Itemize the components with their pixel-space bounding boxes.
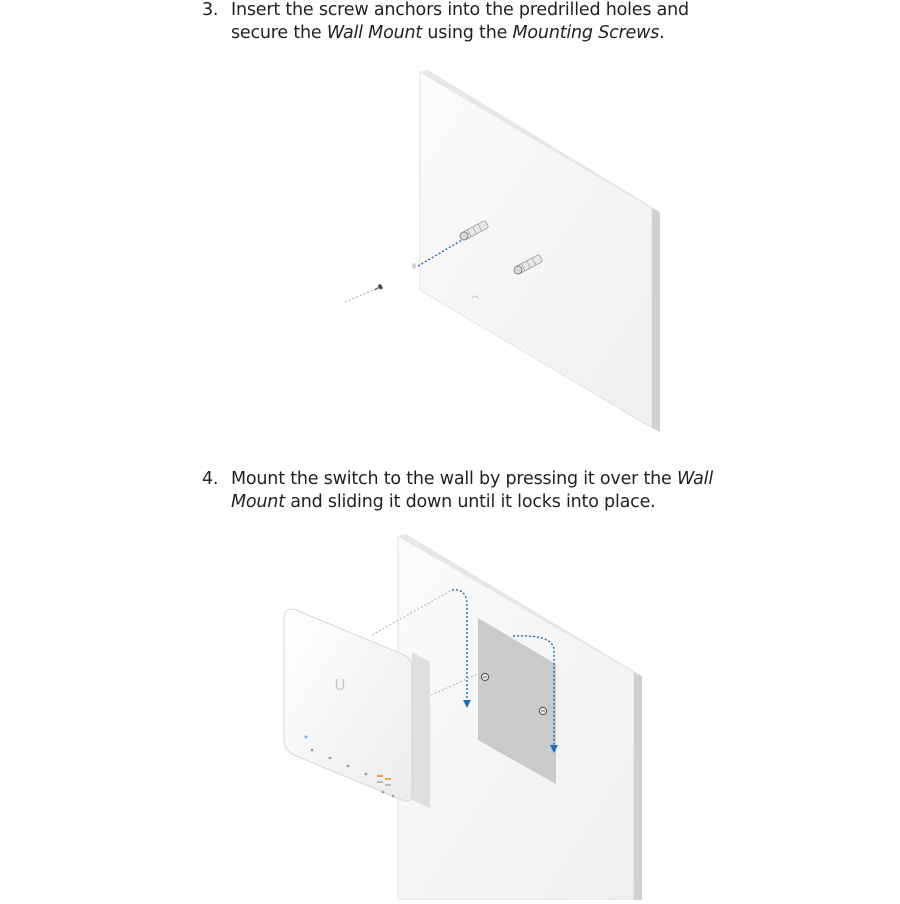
anchor-guide-line [345, 288, 378, 302]
step-text-part-italic: Wall Mount [231, 469, 713, 512]
led-indicator [304, 735, 307, 738]
wall-panel [420, 72, 652, 428]
step-4-illustration [0, 528, 900, 900]
step-text-part: Mount the switch to the wall by pressing it over the [231, 469, 677, 489]
status-led [385, 778, 391, 780]
wall-screw-anchor-drawing [0, 60, 900, 440]
port-indicator [365, 773, 368, 776]
status-led [377, 781, 383, 783]
mount-screw [539, 707, 546, 714]
predrilled-hole [412, 263, 416, 269]
step-text-part: Insert the screw anchors into the predrilled holes and secure the [231, 0, 689, 43]
device-logo: U [334, 676, 346, 694]
port-indicator [392, 795, 395, 798]
status-led [377, 775, 383, 777]
step-number: 3. [202, 0, 219, 20]
step-text [231, 468, 731, 514]
step-text-part: . [659, 23, 665, 43]
wall-edge [634, 672, 642, 900]
port-indicator [311, 749, 314, 752]
switch-mounting-drawing [0, 528, 900, 900]
step-3-illustration [0, 60, 900, 440]
mount-screw [481, 673, 488, 680]
port-indicator [347, 765, 350, 768]
step-text-part: using the [422, 23, 513, 43]
port-indicator [382, 791, 385, 794]
device-face [284, 609, 412, 801]
mounting-screw [374, 284, 383, 292]
step-number: 4. [202, 469, 219, 489]
wall-edge [652, 208, 660, 432]
device-side [412, 652, 430, 808]
port-indicator [329, 757, 332, 760]
status-led [385, 784, 391, 786]
step-text [231, 0, 731, 45]
step-text-part: and sliding it down until it locks into place. [284, 492, 656, 512]
step-text-part-italic: Mounting Screws [512, 23, 660, 43]
step-text-part-italic: Wall Mount [326, 23, 423, 43]
